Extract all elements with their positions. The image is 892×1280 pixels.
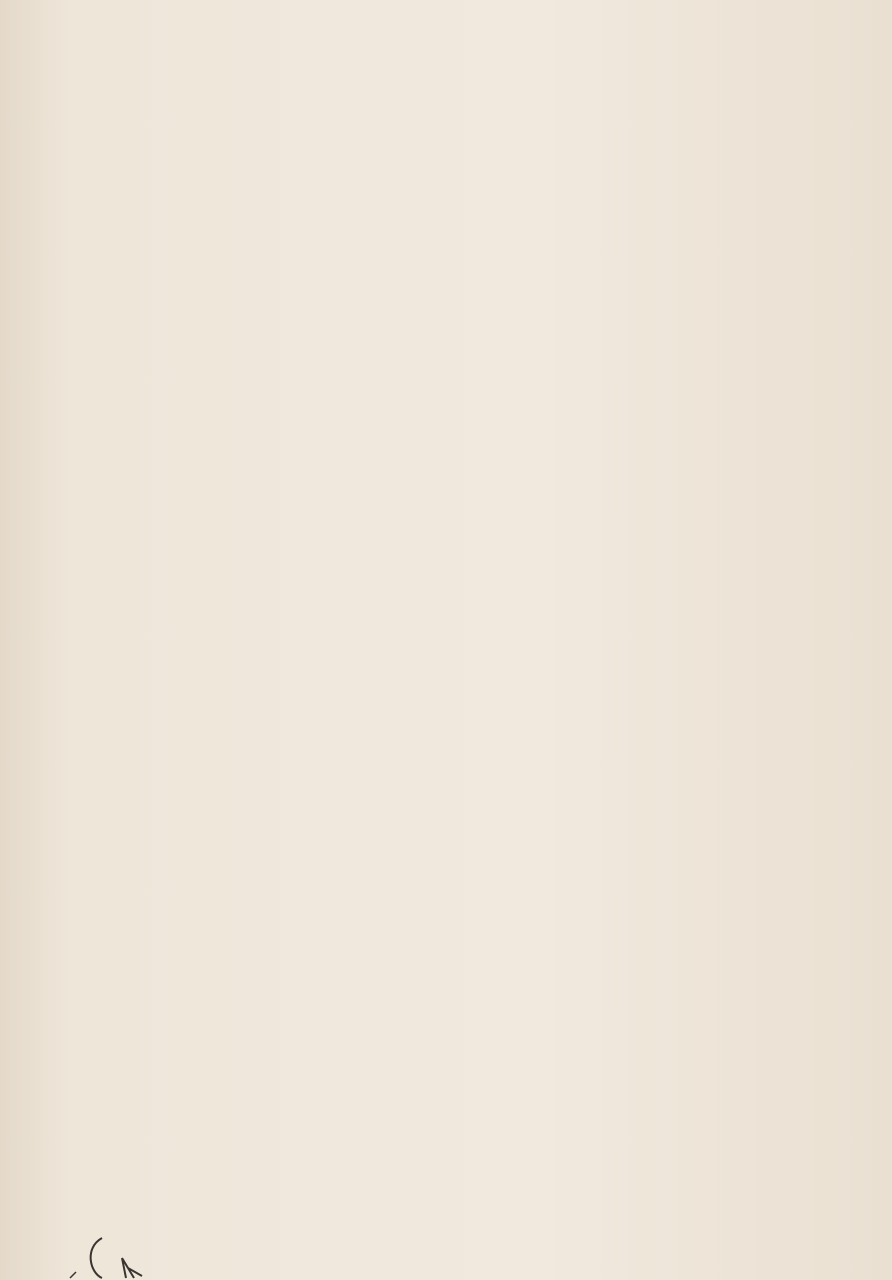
pencil-mark <box>62 1228 162 1280</box>
